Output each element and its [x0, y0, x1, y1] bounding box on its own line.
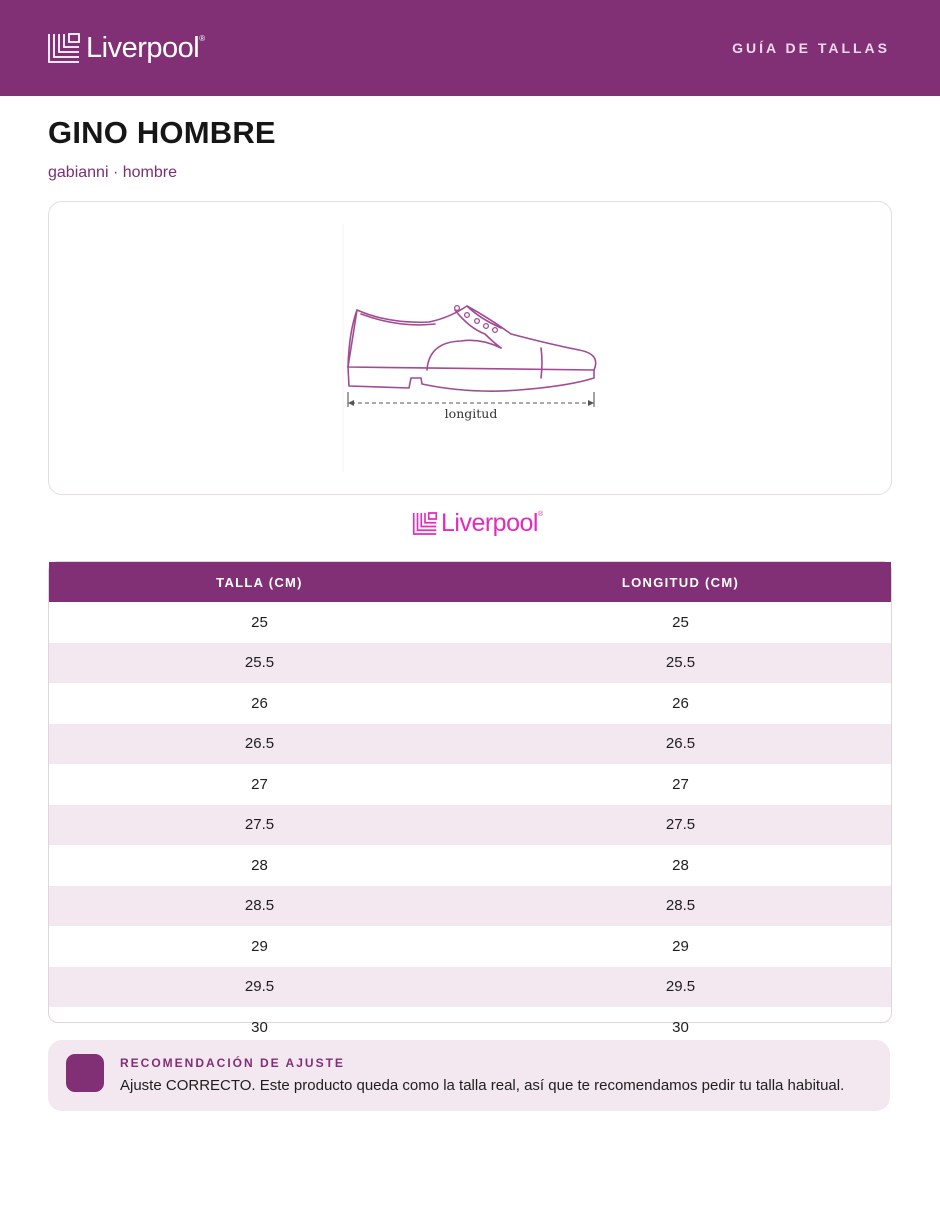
table-cell-talla: 25 — [251, 613, 268, 631]
table-row — [49, 845, 891, 886]
product-subtitle: gabianni · hombre — [48, 164, 177, 181]
table-cell-longitud: 25.5 — [470, 643, 891, 684]
table-cell-longitud: 29.5 — [470, 967, 891, 1008]
product-name: GINO HOMBRE — [48, 115, 276, 150]
fit-recommendation-label: RECOMENDACIÓN DE AJUSTE — [120, 1056, 345, 1070]
table-cell-longitud: 26 — [672, 694, 689, 712]
liverpool-logo-icon — [48, 33, 80, 63]
table-cell-talla: 25.5 — [49, 643, 470, 684]
table-cell-talla: 28.5 — [49, 886, 470, 927]
shoe-diagram-card — [48, 201, 892, 495]
table-cell-longitud: 25 — [672, 613, 689, 631]
liverpool-logo[interactable] — [48, 30, 205, 66]
logo-wordmark: Liverpool — [86, 31, 200, 64]
table-cell-talla: 29 — [251, 937, 268, 955]
shoe-diagram — [49, 202, 891, 494]
size-table — [49, 562, 891, 1048]
fit-recommendation-text: Ajuste CORRECTO. Este producto queda como la talla real, así que te recomendamos pedir tu talla habitual. — [120, 1077, 845, 1094]
fit-recommendation — [48, 1040, 890, 1111]
logo-wordmark-secondary: Liverpool — [441, 509, 538, 537]
length-arrow-icon — [348, 392, 594, 407]
registered-mark: ® — [199, 33, 206, 43]
table-cell-talla: 27 — [251, 775, 268, 793]
table-cell-longitud: 29 — [672, 937, 689, 955]
table-row — [49, 886, 891, 927]
table-cell-talla: 28 — [251, 856, 268, 874]
table-row — [49, 805, 891, 846]
liverpool-logo-secondary-icon — [413, 512, 437, 535]
liverpool-logo-secondary — [413, 511, 543, 536]
top-header — [0, 0, 940, 96]
shoe-outline-icon — [348, 306, 596, 391]
length-label: longitud — [444, 406, 498, 421]
size-table-header-row — [49, 562, 891, 602]
table-cell-talla: 27.5 — [49, 805, 470, 846]
table-cell-longitud: 30 — [672, 1018, 689, 1036]
table-row — [49, 602, 891, 643]
table-row — [49, 683, 891, 724]
table-cell-longitud: 27.5 — [470, 805, 891, 846]
size-table-container — [48, 561, 892, 1036]
fit-badge-icon — [66, 1054, 104, 1092]
table-cell-talla: 30 — [251, 1018, 268, 1036]
table-cell-talla: 29.5 — [49, 967, 470, 1008]
table-row — [49, 764, 891, 805]
table-cell-longitud: 28 — [672, 856, 689, 874]
table-row — [49, 724, 891, 765]
table-cell-longitud: 28.5 — [470, 886, 891, 927]
table-row — [49, 926, 891, 967]
column-header-longitud: LONGITUD (CM) — [470, 562, 891, 602]
table-cell-longitud: 27 — [672, 775, 689, 793]
column-header-talla: TALLA (CM) — [49, 562, 470, 602]
registered-mark-secondary: ® — [537, 511, 544, 518]
table-cell-longitud: 26.5 — [470, 724, 891, 765]
table-cell-talla: 26.5 — [49, 724, 470, 765]
table-row — [49, 643, 891, 684]
page-title: GUÍA DE TALLAS — [732, 40, 890, 56]
table-cell-talla: 26 — [251, 694, 268, 712]
table-row — [49, 967, 891, 1008]
